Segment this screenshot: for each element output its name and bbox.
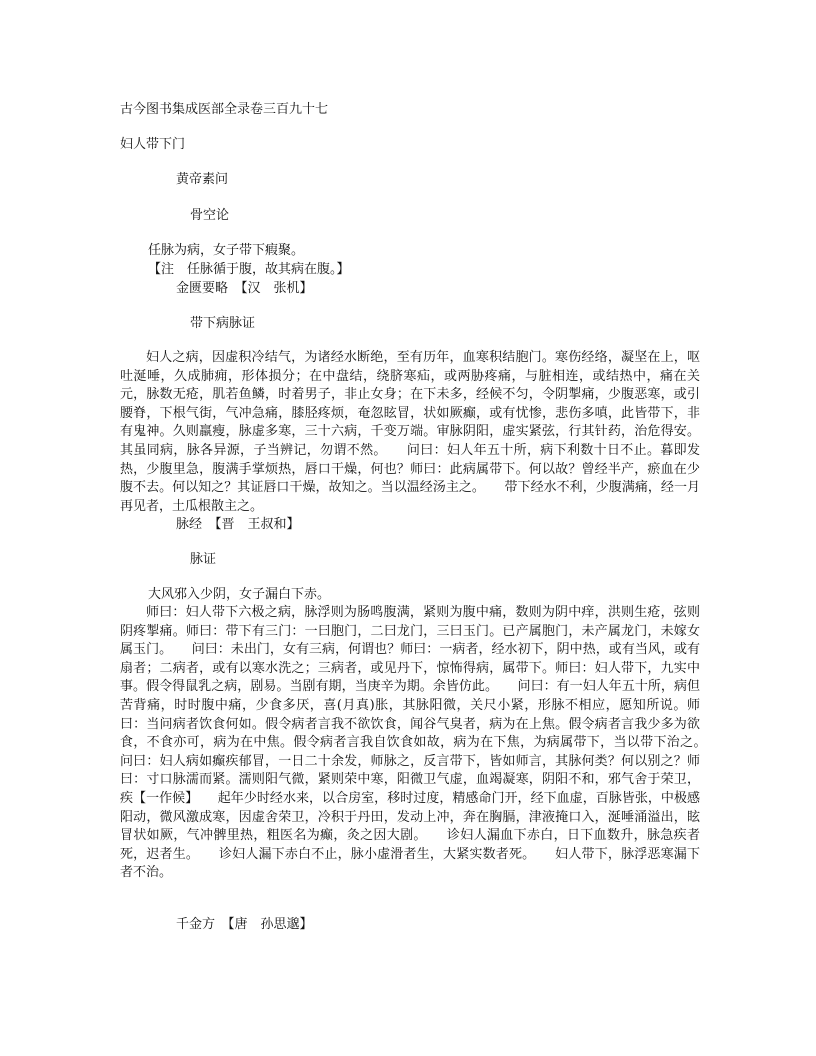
source-book-title: 黄帝素问: [176, 172, 229, 187]
volume-header: 古今图书集成医部全录卷三百九十七: [120, 102, 329, 117]
text-line: 任脉为病，女子带下瘕聚。: [148, 243, 305, 258]
section-title: 妇人带下门: [120, 137, 186, 152]
chapter-title: 脉证: [190, 552, 217, 567]
body-paragraph: 妇人之病，因虚积冷结气，为诸经水断绝，至有历年，血寒积结胞门。寒伤经络，凝坚在上，呕吐涎唾，久成肺痈，形体损分；在中盘结，绕脐寒疝，或两胁疼痛，与脏相连，或结热中，痛在关元，脉数无疮，肌若鱼鳞，时着男子，非止女身；在下未多，经候不匀，令阴掣痛，少腹恶寒，或引腰脊，下根气街，气冲急痛，膝胫疼烦，奄忽眩冒，状如厥癫，或有忧惨，悲伤多嗔，此皆带下，非有鬼神。久则羸瘦，脉虚多寒，三十六病，千变万端。审脉阴阳，虚实紧弦，行其针药，治危得安。其虽同病，脉各异源，子当辨记，勿谓不然。 问曰：妇人年五十所，病下利数十日不止。暮即发热，少腹里急，腹满手掌烦热，唇口干燥，何也？师曰：此病属带下。何以故？曾经半产，瘀血在少腹不去。何以知之？其证唇口干燥，故知之。当以温经汤主之。 带下经水不利，少腹满痛，经一月再见者，土瓜根散主之。: [120, 350, 700, 514]
chapter-title: 骨空论: [190, 208, 230, 223]
body-paragraph: 师曰：妇人带下六极之病，脉浮则为肠鸣腹满，紧则为腹中痛，数则为阴中痒，洪则生疮，弦则阴疼掣痛。师曰：带下有三门：一曰胞门，二曰龙门，三曰玉门。已产属胞门，未产属龙门，未嫁女属玉门。 问曰：未出门，女有三病，何谓也？师曰：一病者，经水初下，阴中热，或有当风，或有扇者；二病者，或有以寒水洗之；三病者，或见丹下，惊怖得病，属带下。师曰：妇人带下，九实中事。假令得鼠乳之病，剧易。当剧有期，当庚辛为期。余皆仿此。 问曰：有一妇人年五十所，病但苦背痛，时时腹中痛，少食多厌，喜(月真)胀，其脉阳微，关尺小紧，形脉不相应，愿知所说。师曰：当问病者饮食何如。假令病者言我不欲饮食，闻谷气臭者，病为在上焦。假令病者言我少多为欲食，不食亦可，病为在中焦。假令病者言我自饮食如故，病为在下焦，为病属带下，当以带下治之。 问曰：妇人病如癫疾郁冒，一日二十余发，师脉之，反言带下，皆如师言，其脉何类？何以别之？师曰：寸口脉濡而紧。濡则阳气微，紧则荣中寒，阳微卫气虚，血竭凝寒，阴阳不和，邪气舍于荣卫，疾【一作候】 起年少时经水来，以合房室，移时过度，精感命门开，经下血虚，百脉皆张，中极感阳动，微风激成寒，因虚舍荣卫，冷积于丹田，发动上冲，奔在胸膈，津液掩口入，涎唾涌溢出，眩冒状如厥，气冲髀里热，粗医名为癫，灸之因大剧。 诊妇人漏血下赤白，日下血数升，脉急疾者死，迟者生。 诊妇人漏下赤白不止，脉小虚滑者生，大紧实数者死。 妇人带下，脉浮恶寒漏下者不治。: [120, 605, 727, 881]
text-line: 大风邪入少阴，女子漏白下赤。: [148, 587, 331, 602]
source-book-title: 金匮要略 【汉 张机】: [176, 281, 313, 296]
source-book-title: 千金方 【唐 孙思邈】: [176, 917, 313, 932]
source-book-title: 脉经 【晋 王叔和】: [176, 517, 300, 532]
chapter-title: 带下病脉证: [190, 316, 256, 331]
annotation-note: 【注 任脉循于腹，故其病在腹。】: [148, 262, 350, 277]
